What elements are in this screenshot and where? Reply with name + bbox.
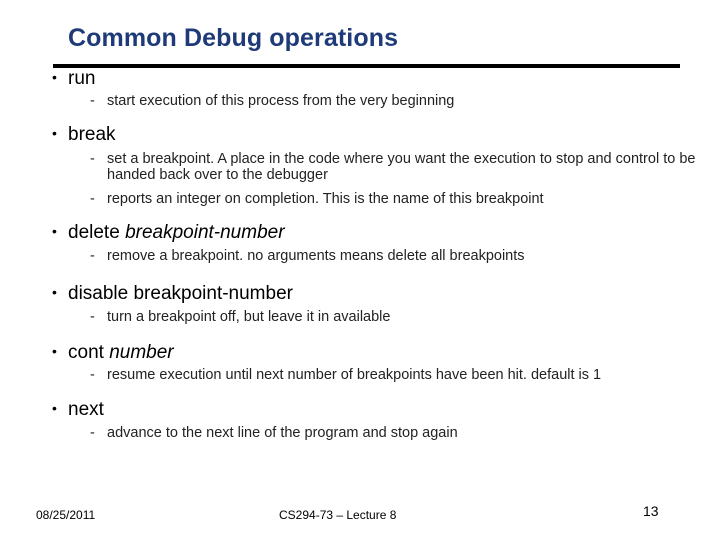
page-number: 13	[643, 503, 659, 519]
dash-icon: -	[90, 191, 95, 207]
command-name: run	[68, 68, 96, 89]
dash-icon: -	[90, 309, 95, 325]
bullet-delete	[52, 220, 285, 244]
dash-icon: -	[90, 248, 95, 264]
footer-date: 08/25/2011	[36, 508, 96, 522]
command-name: next	[68, 399, 104, 420]
sub-item-text: start execution of this process from the very beginning	[107, 93, 455, 109]
command-arg: breakpoint-number	[125, 222, 285, 243]
bullet-dot-icon: •	[52, 69, 57, 85]
dash-icon: -	[90, 425, 95, 441]
sub-item	[90, 367, 697, 383]
sub-item-text: set a breakpoint. A place in the code where you want the execution to stop and control to be handed back over to the debugger	[107, 151, 696, 183]
sub-item	[90, 425, 697, 441]
command-arg: number	[109, 342, 174, 363]
bullet-next	[52, 397, 104, 421]
sub-item-text: advance to the next line of the program and stop again	[107, 425, 458, 441]
sub-item	[90, 191, 697, 207]
bullet-dot-icon: •	[52, 284, 57, 300]
command-name: cont	[68, 342, 104, 363]
command-name: break	[68, 124, 116, 145]
sub-item-text: turn a breakpoint off, but leave it in available	[107, 309, 391, 325]
bullet-dot-icon: •	[52, 400, 57, 416]
bullet-run	[52, 66, 95, 90]
dash-icon: -	[90, 151, 95, 167]
sub-item	[90, 151, 697, 183]
sub-item	[90, 309, 697, 325]
bullet-disable	[52, 281, 293, 305]
bullet-dot-icon: •	[52, 125, 57, 141]
bullet-dot-icon: •	[52, 343, 57, 359]
bullet-cont	[52, 340, 174, 364]
bullet-dot-icon: •	[52, 223, 57, 239]
sub-item-text: remove a breakpoint. no arguments means delete all breakpoints	[107, 248, 525, 264]
title-rule	[53, 64, 680, 68]
command-name: disable breakpoint-number	[68, 283, 293, 304]
sub-item-text: resume execution until next number of breakpoints have been hit. default is 1	[107, 367, 602, 383]
sub-item-text: reports an integer on completion. This is the name of this breakpoint	[107, 191, 544, 207]
command-name: delete	[68, 222, 120, 243]
dash-icon: -	[90, 93, 95, 109]
sub-item	[90, 248, 697, 264]
sub-item	[90, 93, 697, 109]
dash-icon: -	[90, 367, 95, 383]
bullet-break	[52, 122, 116, 146]
footer-course: CS294-73 – Lecture 8	[279, 508, 397, 522]
slide-title: Common Debug operations	[68, 24, 399, 52]
